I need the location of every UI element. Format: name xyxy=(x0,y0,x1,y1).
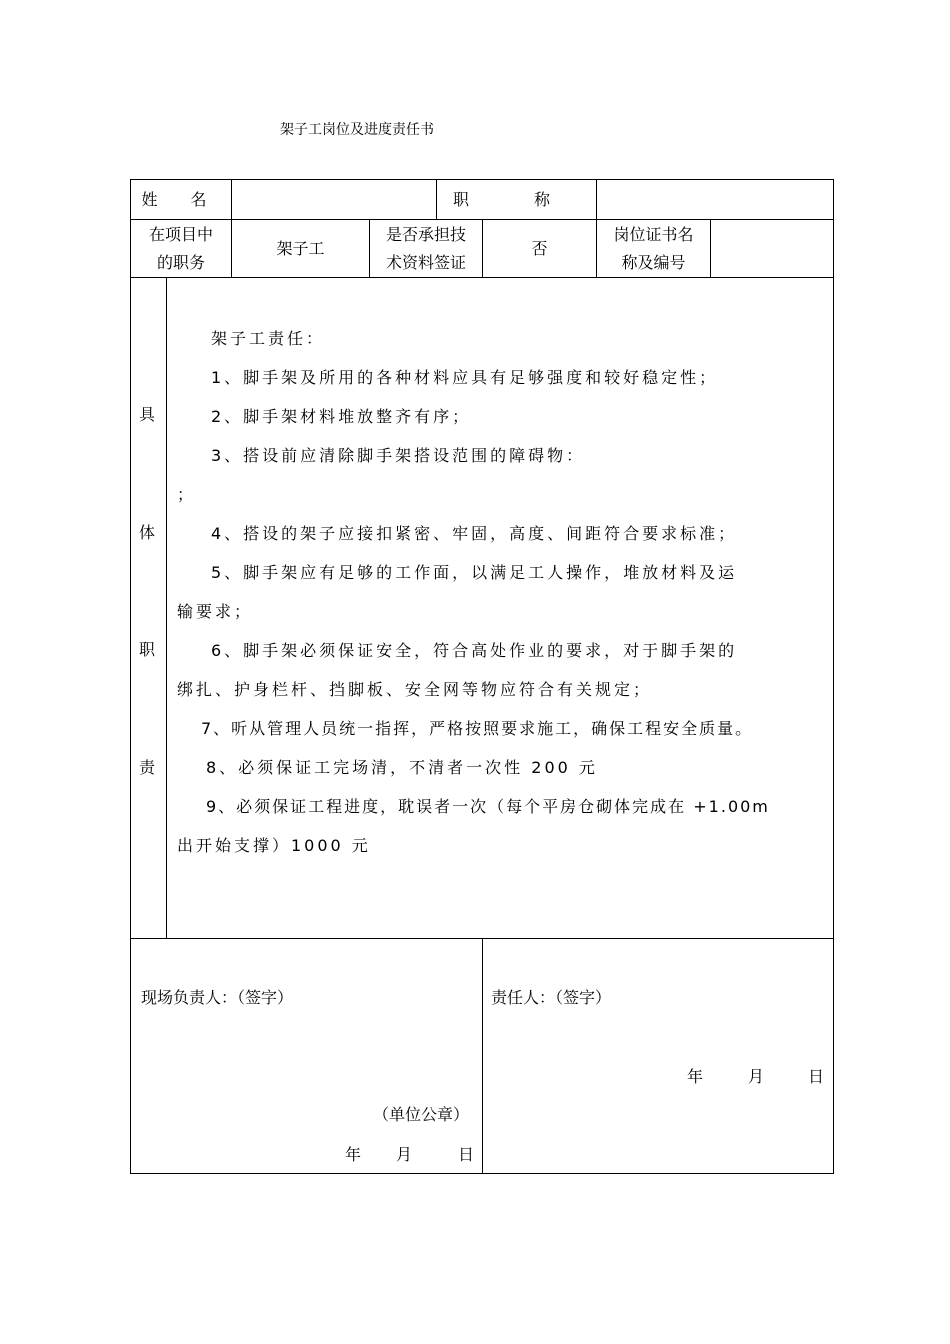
duty-item: 8、必须保证工完场清，不清者一次性 200 元 xyxy=(206,758,598,777)
role-label-line: 的职务 xyxy=(156,252,205,272)
tech-value[interactable]: 否 xyxy=(531,238,548,258)
duty-item: 绑扎、护身栏杆、挡脚板、安全网等物应符合有关规定； xyxy=(177,680,653,699)
cert-label-line: 称及编号 xyxy=(621,252,686,272)
duty-item: 出开始支撑）1000 元 xyxy=(177,836,371,855)
duty-side-char: 体 xyxy=(139,523,156,542)
responsible-signature-label: 责任人：（签字） xyxy=(491,988,612,1007)
date-year: 年 xyxy=(345,1145,362,1164)
date-day: 日 xyxy=(458,1145,475,1164)
duty-side-char: 职 xyxy=(139,640,156,659)
tech-label-line: 术资料签证 xyxy=(385,252,466,272)
duty-item: ； xyxy=(177,485,197,504)
date-month: 月 xyxy=(396,1145,413,1164)
duty-item: 6、脚手架必须保证安全，符合高处作业的要求，对于脚手架的 xyxy=(211,641,738,660)
duty-item: 4、搭设的架子应接扣紧密、牢固，高度、间距符合要求标准； xyxy=(211,524,738,543)
duty-item: 5、脚手架应有足够的工作面，以满足工人操作，堆放材料及运 xyxy=(211,563,738,582)
duty-item: 3、搭设前应清除脚手架搭设范围的障碍物： xyxy=(211,446,586,465)
tech-label xyxy=(370,220,482,277)
duty-item: 9、必须保证工程进度，耽误者一次（每个平房仓砌体完成在 +1.00m xyxy=(206,797,770,816)
duty-item: 2、脚手架材料堆放整齐有序； xyxy=(211,407,472,426)
document-title: 架子工岗位及进度责任书 xyxy=(280,122,434,138)
role-value[interactable]: 架子工 xyxy=(276,238,325,258)
date-day: 日 xyxy=(808,1067,825,1086)
duty-item: 7、听从管理人员统一指挥，严格按照要求施工，确保工程安全质量。 xyxy=(201,719,754,738)
cert-label xyxy=(597,220,710,277)
tech-label-line: 是否承担技 xyxy=(385,224,466,244)
row-divider xyxy=(131,277,833,278)
date-year: 年 xyxy=(687,1067,704,1086)
role-label xyxy=(131,220,231,277)
cert-field[interactable] xyxy=(711,220,833,277)
name-label: 姓 名 xyxy=(141,189,221,209)
role-label-line: 在项目中 xyxy=(148,224,213,244)
cert-label-line: 岗位证书名 xyxy=(613,224,694,244)
site-leader-signature-label: 现场负责人：（签字） xyxy=(141,988,294,1007)
duty-side-char: 具 xyxy=(139,405,156,424)
col-divider xyxy=(482,938,483,1173)
responsibility-form xyxy=(130,179,834,1174)
unit-seal-label: （单位公章） xyxy=(373,1105,470,1124)
duty-item: 输要求； xyxy=(177,602,254,621)
duty-heading: 架子工责任： xyxy=(211,329,326,348)
date-month: 月 xyxy=(748,1067,765,1086)
col-divider xyxy=(166,277,167,938)
title-field[interactable] xyxy=(597,180,833,219)
title-label: 职 称 xyxy=(452,189,581,209)
duty-item: 1、脚手架及所用的各种材料应具有足够强度和较好稳定性； xyxy=(211,368,719,387)
duty-side-char: 责 xyxy=(139,758,156,777)
name-field[interactable] xyxy=(232,180,436,219)
